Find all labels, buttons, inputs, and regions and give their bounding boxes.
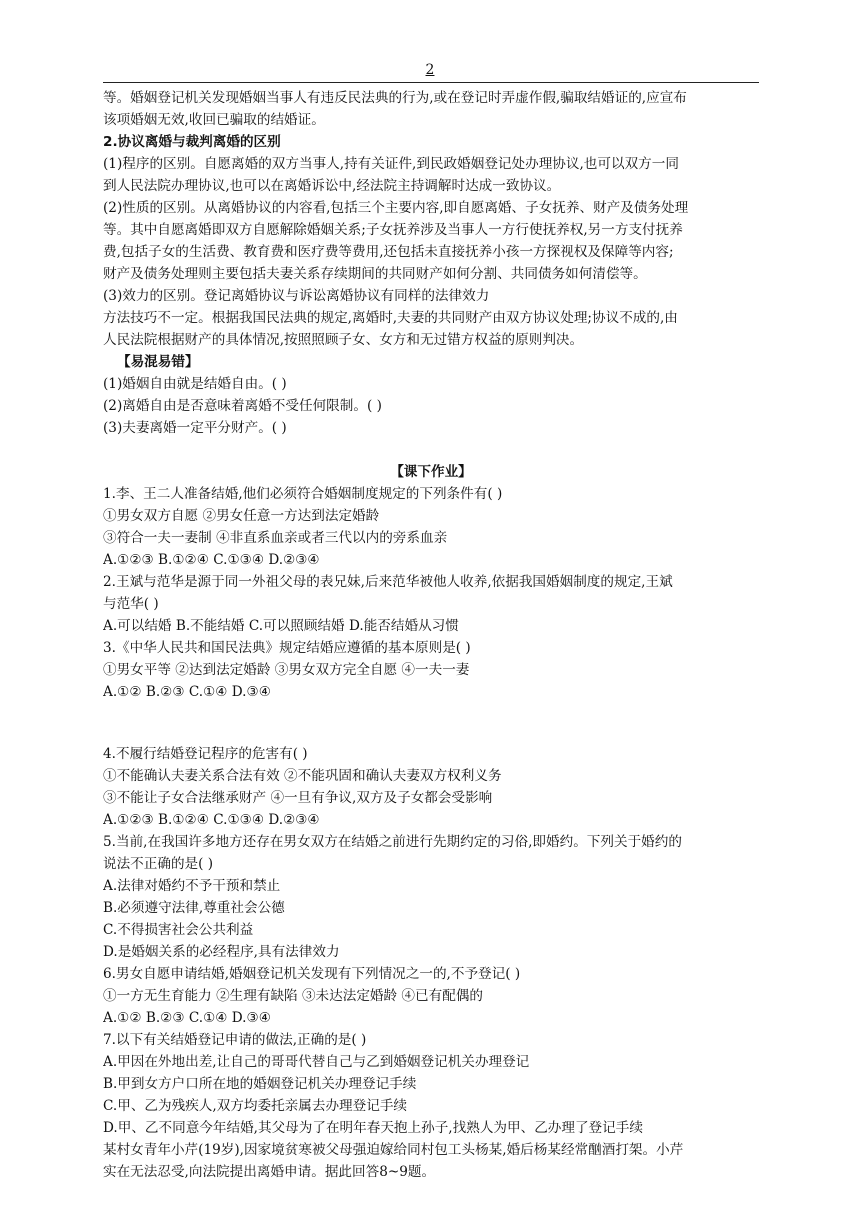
text-line: 人民法院根据财产的具体情况,按照照顾子女、女方和无过错方权益的原则判决。 (103, 332, 584, 348)
text-line: 方法技巧不一定。根据我国民法典的规定,离婚时,夫妻的共同财产由双方协议处理;协议不成的,由 (103, 310, 678, 326)
text-line: (2)性质的区别。从离婚协议的内容看,包括三个主要内容,即自愿离婚、子女抚养、财产及债务处理 (103, 200, 689, 216)
text-line: (1)婚姻自由就是结婚自由。( ) (103, 376, 287, 392)
text-line: A.法律对婚约不予干预和禁止 (103, 878, 281, 894)
text-line: D.是婚姻关系的必经程序,具有法律效力 (103, 944, 340, 960)
text-line: ①不能确认夫妻关系合法有效 ②不能巩固和确认夫妻双方权利义务 (103, 768, 502, 784)
text-line: C.甲、乙为残疾人,双方均委托亲属去办理登记手续 (103, 1098, 408, 1114)
text-line: A.①②③ B.①②④ C.①③④ D.②③④ (103, 552, 320, 568)
page-number: 2 (425, 62, 435, 78)
text-line: C.不得损害社会公共利益 (103, 922, 254, 938)
text-line: ③不能让子女合法继承财产 ④一旦有争议,双方及子女都会受影响 (103, 790, 493, 806)
text-line: 【课下作业】 (390, 464, 472, 480)
text-line: 2.王斌与范华是源于同一外祖父母的表兄妹,后来范华被他人收养,依据我国婚姻制度的规定,王斌 (103, 574, 673, 590)
text-line: 等。婚姻登记机关发现婚姻当事人有违反民法典的行为,或在登记时弄虚作假,骗取结婚证的,应宣布 (103, 90, 687, 106)
text-line: ①男女双方自愿 ②男女任意一方达到法定婚龄 (103, 508, 380, 524)
text-line: A.①②③ B.①②④ C.①③④ D.②③④ (103, 812, 320, 828)
text-line: 某村女青年小芹(19岁),因家境贫寒被父母强迫嫁给同村包工头杨某,婚后杨某经常酗酒打架。小芹 (103, 1142, 684, 1158)
text-line: 2.协议离婚与裁判离婚的区别 (103, 134, 281, 150)
document-body (103, 87, 759, 1183)
text-line: D.甲、乙不同意今年结婚,其父母为了在明年春天抱上孙子,找熟人为甲、乙办理了登记手续 (103, 1120, 643, 1136)
text-line: 4.不履行结婚登记程序的危害有( ) (103, 746, 308, 762)
text-line: (1)程序的区别。自愿离婚的双方当事人,持有关证件,到民政婚姻登记处办理协议,也可以双方一同 (103, 156, 679, 172)
text-line: 该项婚姻无效,收回已骗取的结婚证。 (103, 112, 325, 128)
text-line: 财产及债务处理则主要包括夫妻关系存续期间的共同财产如何分割、共同债务如何清偿等。 (103, 266, 647, 282)
text-line: ①一方无生育能力 ②生理有缺陷 ③未达法定婚龄 ④已有配偶的 (103, 988, 483, 1004)
text-line: 6.男女自愿申请结婚,婚姻登记机关发现有下列情况之一的,不予登记( ) (103, 966, 521, 982)
text-line: 1.李、王二人准备结婚,他们必须符合婚姻制度规定的下列条件有( ) (103, 486, 503, 502)
text-line: 到人民法院办理协议,也可以在离婚诉讼中,经法院主持调解时达成一致协议。 (103, 178, 561, 194)
text-line: A.甲因在外地出差,让自己的哥哥代替自己与乙到婚姻登记机关办理登记 (103, 1054, 530, 1070)
text-line: B.甲到女方户口所在地的婚姻登记机关办理登记手续 (103, 1076, 417, 1092)
text-line: A.①② B.②③ C.①④ D.③④ (103, 1010, 271, 1026)
text-line: A.①② B.②③ C.①④ D.③④ (103, 684, 271, 700)
text-line: 等。其中自愿离婚即双方自愿解除婚姻关系;子女抚养涉及当事人一方行使抚养权,另一方支付抚养 (103, 222, 683, 238)
spacer (103, 439, 759, 461)
text-line: ①男女平等 ②达到法定婚龄 ③男女双方完全自愿 ④一夫一妻 (103, 662, 470, 678)
text-line: (3)夫妻离婚一定平分财产。( ) (103, 420, 287, 436)
text-line: 【易混易错】 (117, 354, 199, 370)
header-rule (103, 82, 759, 83)
text-line: 与范华( ) (103, 596, 159, 612)
spacer (103, 703, 759, 743)
text-line: 实在无法忍受,向法院提出离婚申请。据此回答8~9题。 (103, 1164, 436, 1180)
text-line: ③符合一夫一妻制 ④非直系血亲或者三代以内的旁系血亲 (103, 530, 448, 546)
text-line: 费,包括子女的生活费、教育费和医疗费等费用,还包括未直接抚养小孩一方探视权及保障等内容; (103, 244, 674, 260)
text-line: 3.《中华人民共和国民法典》规定结婚应遵循的基本原则是( ) (103, 640, 471, 656)
text-line: (3)效力的区别。登记离婚协议与诉讼离婚协议有同样的法律效力 (103, 288, 490, 304)
text-line: 7.以下有关结婚登记申请的做法,正确的是( ) (103, 1032, 367, 1048)
text-line: 说法不正确的是( ) (103, 856, 214, 872)
text-line: 5.当前,在我国许多地方还存在男女双方在结婚之前进行先期约定的习俗,即婚约。下列关于婚约的 (103, 834, 682, 850)
text-line: A.可以结婚 B.不能结婚 C.可以照顾结婚 D.能否结婚从习惯 (103, 618, 459, 634)
text-line: B.必须遵守法律,尊重社会公德 (103, 900, 285, 916)
text-line: (2)离婚自由是否意味着离婚不受任何限制。( ) (103, 398, 382, 414)
